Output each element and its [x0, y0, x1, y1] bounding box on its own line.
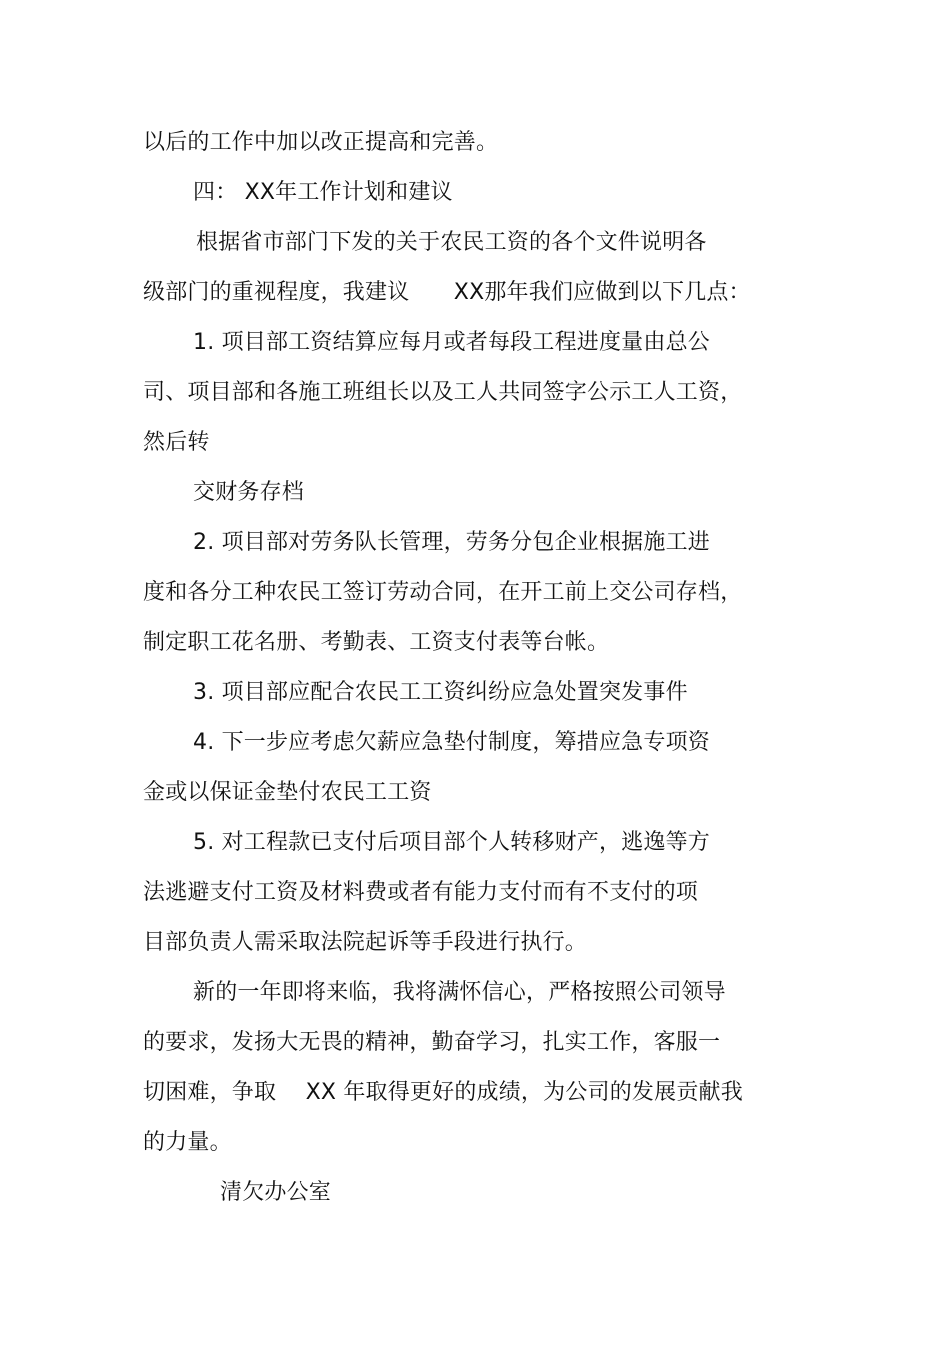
list-item-4-line-2: 金或以保证金垫付农民工工资 — [143, 780, 432, 805]
text-line-3: 根据省市部门下发的关于农民工资的各个文件说明各 — [196, 230, 707, 255]
closing-paragraph-line-1: 新的一年即将来临，我将满怀信心，严格按照公司领导 — [193, 980, 726, 1005]
list-item-5-line-3: 目部负责人需采取法院起诉等手段进行执行。 — [143, 930, 588, 955]
list-item-1-line-4: 交财务存档 — [193, 480, 305, 505]
list-item-3: 3. 项目部应配合农民工工资纠纷应急处置突发事件 — [193, 680, 688, 705]
list-item-2-line-2: 度和各分工种农民工签订劳动合同，在开工前上交公司存档， — [143, 580, 743, 605]
list-item-2-line-3: 制定职工花名册、考勤表、工资支付表等台帐。 — [143, 630, 610, 655]
list-item-5-line-1: 5. 对工程款已支付后项目部个人转移财产，逃逸等方 — [193, 830, 710, 855]
signature-office: 清欠办公室 — [220, 1180, 332, 1205]
text-line-1: 以后的工作中加以改正提高和完善。 — [143, 130, 499, 155]
list-item-1-line-2: 司、项目部和各施工班组长以及工人共同签字公示工人工资， — [143, 380, 743, 405]
closing-paragraph-line-2: 的要求，发扬大无畏的精神，勤奋学习，扎实工作，客服一 — [143, 1030, 721, 1055]
closing-paragraph-line-3: 切困难，争取 XX 年取得更好的成绩，为公司的发展贡献我 — [143, 1080, 743, 1105]
closing-paragraph-line-4: 的力量。 — [143, 1130, 232, 1155]
list-item-2-line-1: 2. 项目部对劳务队长管理，劳务分包企业根据施工进 — [193, 530, 710, 555]
list-item-1-line-3: 然后转 — [143, 430, 210, 455]
section-heading-plan: 四： XX年工作计划和建议 — [193, 180, 453, 205]
text-line-4: 级部门的重视程度，我建议 XX那年我们应做到以下几点： — [143, 280, 751, 305]
list-item-5-line-2: 法逃避支付工资及材料费或者有能力支付而有不支付的项 — [143, 880, 699, 905]
list-item-1-line-1: 1. 项目部工资结算应每月或者每段工程进度量由总公 — [193, 330, 710, 355]
list-item-4-line-1: 4. 下一步应考虑欠薪应急垫付制度，筹措应急专项资 — [193, 730, 710, 755]
